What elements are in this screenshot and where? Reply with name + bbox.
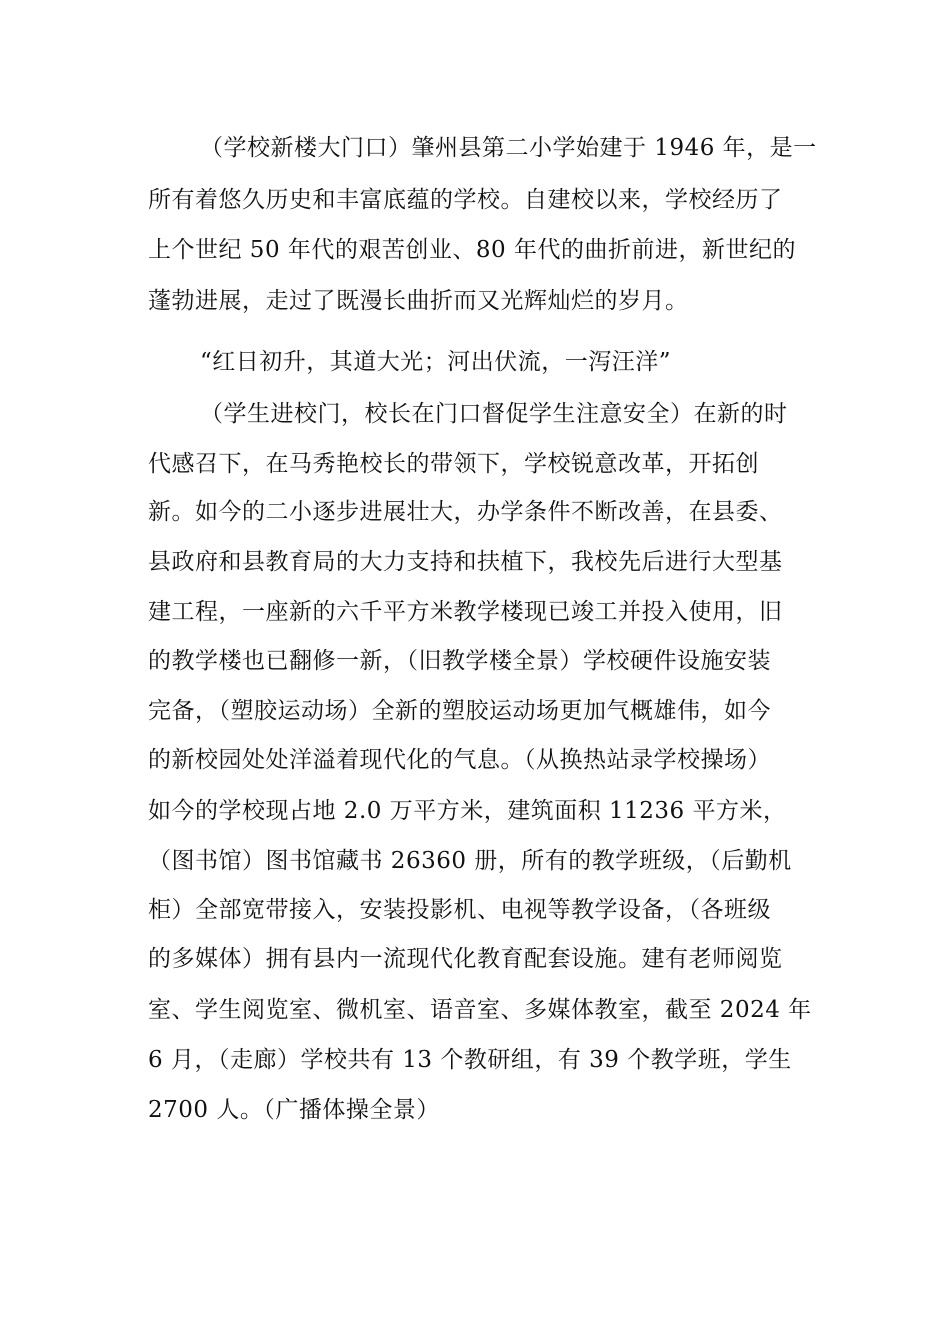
paragraph-1-line-1: （学校新楼大门口）肇州县第二小学始建于 1946 年，是一 [200,135,817,161]
paragraph-2-line-14: 6 月，（走廊）学校共有 13 个教研组，有 39 个教学班，学生 [148,1047,792,1073]
paragraph-2-line-1: （学生进校门，校长在门口督促学生注意安全）在新的时 [200,401,788,427]
paragraph-2-line-15: 2700 人。（广播体操全景） [148,1097,440,1123]
paragraph-2-line-12: 的多媒体）拥有县内一流现代化教育配套设施。建有老师阅览 [148,946,783,972]
paragraph-2-line-8: 的新校园处处洋溢着现代化的气息。（从换热站录学校操场） [148,747,771,773]
paragraph-2-line-2: 代感召下，在马秀艳校长的带领下，学校锐意改革，开拓创 [148,451,759,477]
paragraph-2-line-4: 县政府和县教育局的大力支持和扶植下，我校先后进行大型基 [148,549,783,575]
paragraph-1-line-4: 蓬勃进展，走过了既漫长曲折而又光辉灿烂的岁月。 [148,288,689,314]
paragraph-2-line-9: 如今的学校现占地 2.0 万平方米，建筑面积 11236 平方米， [148,798,787,824]
paragraph-2-line-13: 室、学生阅览室、微机室、语音室、多媒体教室，截至 2024 年 [148,997,812,1023]
quote-line: “红日初升，其道大光；河出伏流，一泻汪洋” [200,349,672,375]
paragraph-2-line-10: （图书馆）图书馆藏书 26360 册，所有的教学班级，（后勤机 [148,848,792,874]
paragraph-1-line-2: 所有着悠久历史和丰富底蕴的学校。自建校以来，学校经历了 [148,187,783,213]
paragraph-2-line-5: 建工程，一座新的六千平方米教学楼现已竣工并投入使用，旧 [148,599,783,625]
paragraph-2-line-7: 完备，（塑胶运动场）全新的塑胶运动场更加气概雄伟，如今 [148,698,771,724]
paragraph-1-line-3: 上个世纪 50 年代的艰苦创业、80 年代的曲折前进，新世纪的 [148,237,796,263]
paragraph-2-line-11: 柜）全部宽带接入，安装投影机、电视等教学设备，（各班级 [148,897,771,923]
paragraph-2-line-3: 新。如今的二小逐步进展壮大，办学条件不断改善，在县委、 [148,499,783,525]
paragraph-2-line-6: 的教学楼也已翻修一新，（旧教学楼全景）学校硬件设施安装 [148,648,771,674]
